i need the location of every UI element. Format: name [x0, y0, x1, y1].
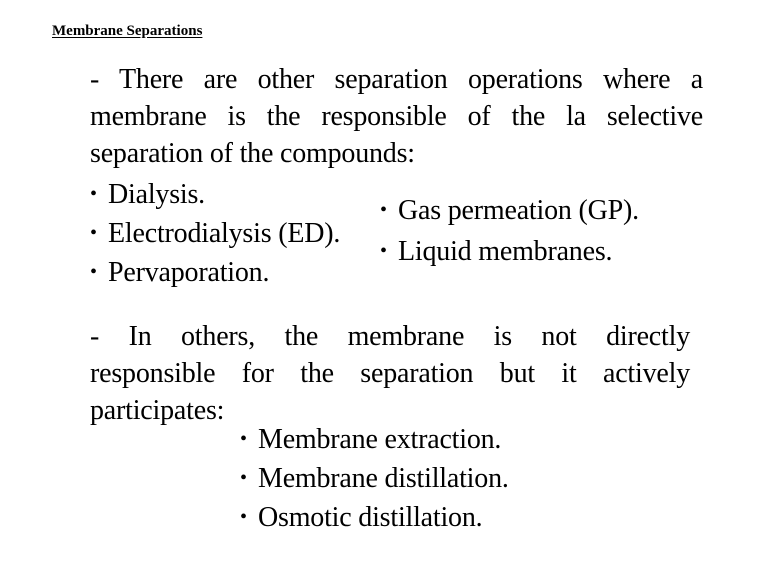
- list-item-label: Liquid membranes.: [398, 236, 613, 267]
- bullet-icon: •: [380, 240, 387, 262]
- bullet-icon: •: [240, 467, 247, 489]
- list-item-label: Membrane distillation.: [258, 463, 509, 494]
- bullet-icon: •: [240, 428, 247, 450]
- list-item-liquid-membranes: [380, 231, 639, 272]
- membrane-assisted-list: [240, 420, 509, 537]
- list-item-label: Gas permeation (GP).: [398, 195, 639, 226]
- intro-paragraph: - There are other separation operations where a membrane is the responsible of the la selective separation of the compounds:: [90, 64, 703, 169]
- membrane-separation-list-left: [90, 175, 340, 292]
- list-item-label: Dialysis.: [108, 179, 205, 210]
- list-item-label: Electrodialysis (ED).: [108, 218, 341, 249]
- list-item-dialysis: [90, 175, 340, 214]
- list-item-membrane-distillation: [240, 459, 509, 498]
- bullet-icon: •: [240, 506, 247, 528]
- list-item-label: Membrane extraction.: [258, 424, 502, 455]
- list-item-pervaporation: [90, 253, 340, 292]
- list-item-membrane-extraction: [240, 420, 509, 459]
- list-item-label: Osmotic distillation.: [258, 502, 483, 533]
- bullet-icon: •: [90, 183, 97, 205]
- membrane-separation-list-right: [380, 190, 639, 272]
- bullet-icon: •: [380, 199, 387, 221]
- page-title: Membrane Separations: [52, 23, 203, 39]
- bullet-icon: •: [90, 261, 97, 283]
- list-item-label: Pervaporation.: [108, 257, 270, 288]
- list-item-osmotic-distillation: [240, 498, 509, 537]
- participation-paragraph: - In others, the membrane is not directly responsible for the separation but it actively participates:: [90, 321, 690, 426]
- list-item-gas-permeation: [380, 190, 639, 231]
- bullet-icon: •: [90, 222, 97, 244]
- list-item-electrodialysis: [90, 214, 340, 253]
